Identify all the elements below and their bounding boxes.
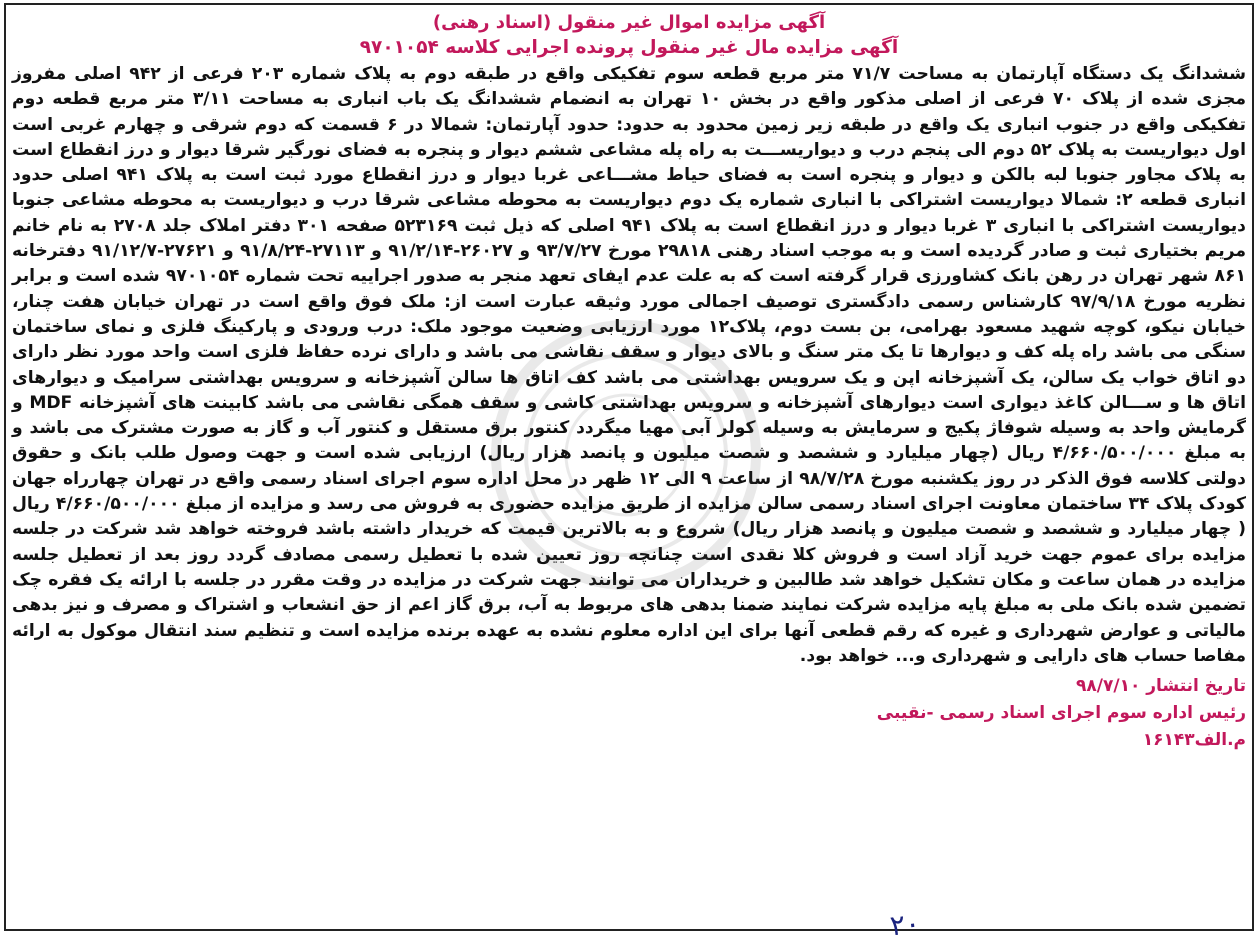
notice-title: آگهی مزایده اموال غیر منقول (اسناد رهنی) <box>432 12 826 33</box>
notice-footer <box>12 673 1246 754</box>
publish-date: تاریخ انتشار ۹۸/۷/۱۰ <box>1076 676 1246 697</box>
notice-body: ششدانگ یک دستگاه آپارتمان به مساحت ۷۱/۷ متر مربع قطعه سوم تفکیکی واقع در طبقه دوم به پلاک شماره ۲۰۳ فرعی از ۹۴۲ اصلی مفروز مجزی شده از پلاک ۷۰ فرعی از اصلی مذکور واقع در بخش ۱۰ تهران به انضمام ششدانگ یک باب انباری به مساحت ۳/۱۱ متر مربع قطعه دوم تفکیکی واقع در جنوب انباری یک واقع در طبقه زیر زمین محدود به حدود: حدود آپارتمان: شمالا در ۶ قسمت که دوم شرقی و چهارم غربی است اول دیواریست به پلاک ۵۲ دوم الی پنجم درب و دیواریســـت به راه پله مشاعی ششم دیوار و پنجره به فضای نورگیر شرقا دیوار و درز انقطاع است به پلاک مجاور جنوبا لبه بالکن و دیوار و پنجره است به فضای حیاط مشـــاعی غربا دیوار و درز انقطاع مورد ثبت است به پلاک ۹۴۱ اصلی حدود انباری قطعه ۲: شمالا دیواریست اشتراکی با انباری شماره یک دوم دیواریست به محوطه مشاعی شرقا درب و دیواریست به محوطه مشاعی جنوبا دیواریست اشتراکی با انباری ۳ غربا دیوار و درز انقطاع است به پلاک ۹۴۱ اصلی که ذیل ثبت ۵۲۳۱۶۹ صفحه ۳۰۱ دفتر املاک جلد ۲۷۰۸ به نام خانم مریم بختیاری ثبت و صادر گردیده است و به موجب اسناد رهنی ۲۹۸۱۸ مورخ ۹۳/۷/۲۷ و ۲۶۰۲۷-۹۱/۲/۱۴ و ۲۷۱۱۳-۹۱/۸/۲۴ و ۲۷۶۲۱-۹۱/۱۲/۷ دفترخانه ۸۶۱ شهر تهران در رهن بانک کشاورزی قرار گرفته است که به علت عدم ایفای تعهد منجر به صدور اجراییه تحت شماره ۹۷۰۱۰۵۴ شده است و برابر نظریه مورخ ۹۷/۹/۱۸ کارشناس رسمی دادگستری توصیف اجمالی مورد وثیقه عبارت است از: ملک فوق واقع است در تهران خیابان هفت چنار، خیابان نیکو، کوچه شهید مسعود بهرامی، بن بست دوم، پلاک۱۲ مورد ارزیابی وضعیت موجود ملک: درب ورودی و پارکینگ فلزی و نمای ساختمان سنگی می باشد راه پله کف و دیوارها تا یک متر سنگ و بالای دیوار و سقف نقاشی می باشد و دارای نرده حفاظ فلزی است واحد مورد نظر دارای دو اتاق خواب یک سالن، یک آشپزخانه اپن و یک سرویس بهداشتی می باشد کف اتاق ها سالن آشپزخانه و سرویس بهداشتی سرامیک و دیوارهای اتاق ها و ســـالن کاغذ دیواری است دیوارهای آشپزخانه و سرویس بهداشتی کاشی و سقف همگی نقاشی می باشد کابینت های آشپزخانه MDF و گرمایش واحد به وسیله شوفاژ پکیج و سرمایش به وسیله کولر آبی مهیا میگردد کنتور برق مستقل و کنتور آب و گاز به صورت مشترک می باشد و به مبلغ ۴/۶۶۰/۵۰۰/۰۰۰ ریال (چهار میلیارد و ششصد و شصت میلیون و پانصد هزار ریال) ارزیابی شده است و جهت وصول طلب بانک و حقوق دولتی کلاسه فوق الذکر در روز یکشنبه مورخ ۹۸/۷/۲۸ از ساعت ۹ الی ۱۲ ظهر در محل اداره سوم اجرای اسناد رسمی واقع در تهران چهارراه جهان کودک پلاک ۳۴ ساختمان معاونت اجرای اسناد رسمی سالن مزایده از طریق مزایده حضوری به فروش می رسد و مزایده از مبلغ ۴/۶۶۰/۵۰۰/۰۰۰ ریال ( چهار میلیارد و ششصد و شصت میلیون و پانصد هزار ریال) شروع و به بالاترین قیمت که خریدار داشته باشد فروخته خواهد شد شرکت در جلسه مزایده برای عموم جهت خرید آزاد است و فروش کلا نقدی است چنانچه روز تعیین شده با تعطیل رسمی مصادف گردد روز بعد از تعطیل جلسه مزایده در همان ساعت و مکان تشکیل خواهد شد طالبین و خریداران می توانند جهت شرکت در مزایده در وقت مقرر در جلسه با ارائه یک فقره چک تضمین شده بانک ملی به مبلغ پایه مزایده شرکت نمایند ضمنا بدهی های مربوط به آب، برق گاز اعم از حق انشعاب و اشتراک و مصرف و نیز بدهی مالیاتی و عوارض شهرداری و غیره که رقم قطعی آنها برای این اداره معلوم نشده به عهده برنده مزایده است و تنظیم سند انتقال موکول به ارائه مفاصا حساب های دارایی و شهرداری و... خواهد بود. <box>12 64 1247 666</box>
handwritten-mark: ۲۰ <box>888 906 922 942</box>
reference-number: م.الف۱۶۱۴۳ <box>1142 730 1246 751</box>
signatory: رئیس اداره سوم اجرای اسناد رسمی -نقیبی <box>876 703 1246 724</box>
auction-notice <box>4 3 1254 931</box>
notice-subtitle: آگهی مزایده مال غیر منقول پرونده اجرایی کلاسه ۹۷۰۱۰۵۴ <box>359 37 899 58</box>
notice-content <box>12 11 1246 754</box>
